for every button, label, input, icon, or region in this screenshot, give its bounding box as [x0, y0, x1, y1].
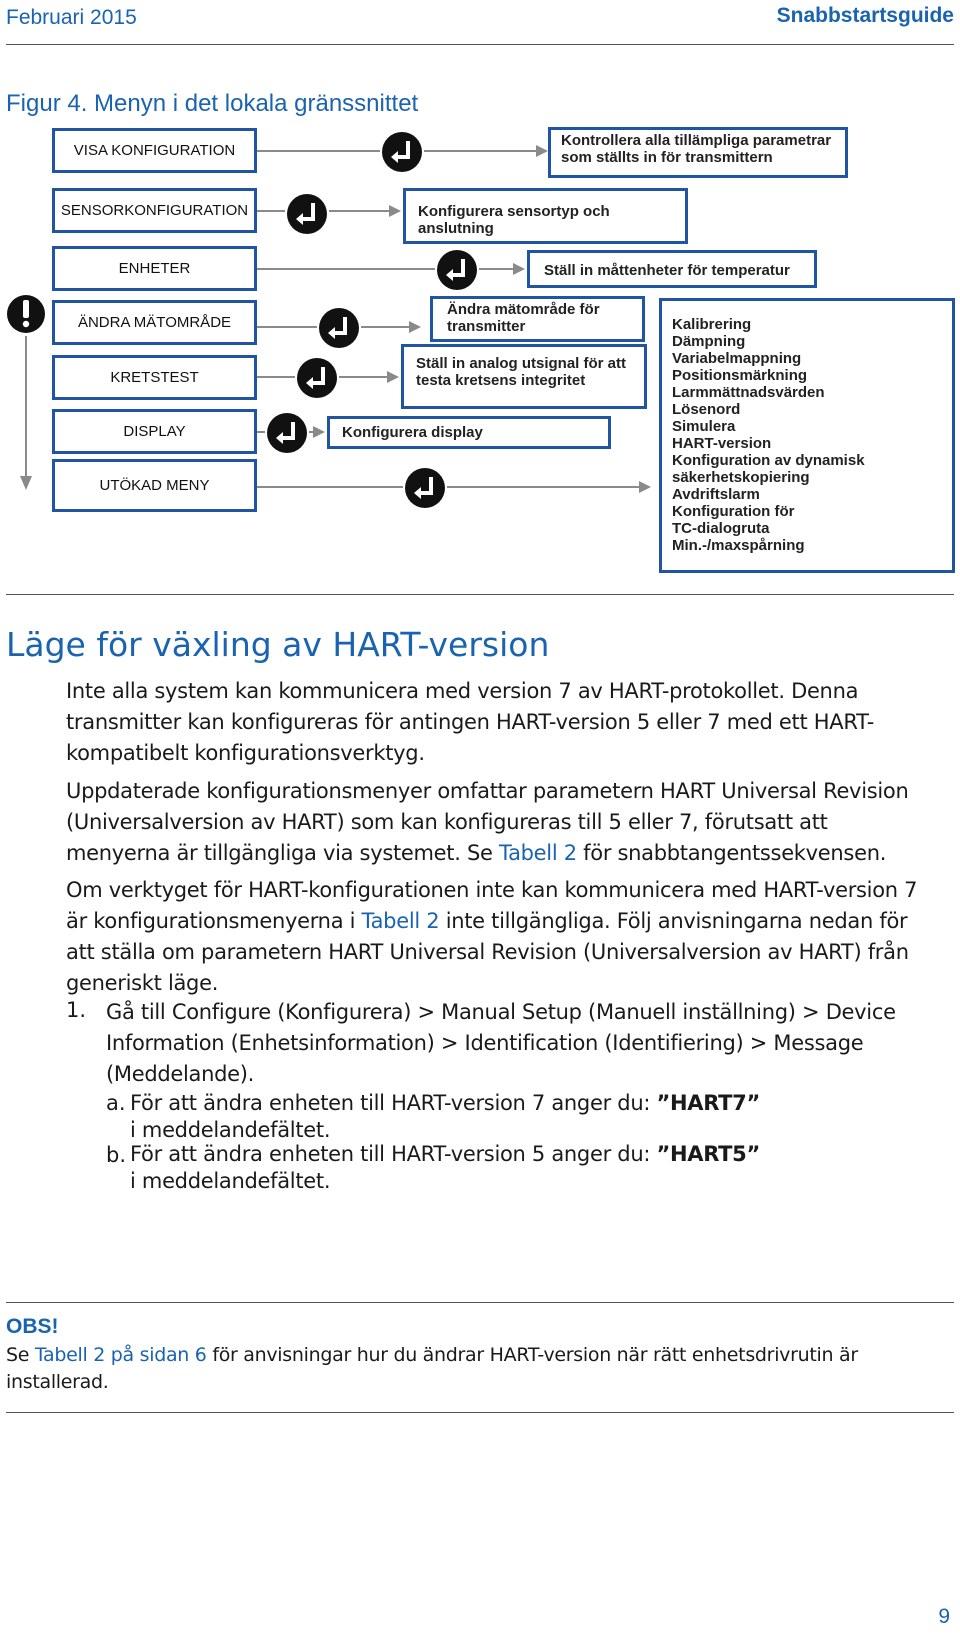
note-title: OBS! [6, 1315, 59, 1338]
connector-line [339, 376, 389, 378]
connector-line [447, 486, 641, 488]
list-item: Simulera [672, 418, 736, 435]
paragraph [66, 875, 936, 999]
section-heading: Läge för växling av HART-version [6, 625, 550, 664]
text: Se [6, 1344, 35, 1366]
text: för anvisningar hur du ändrar HART-version när rätt enhetsdrivrutin är installerad. [6, 1344, 858, 1393]
connector-line [257, 268, 435, 270]
text: inte tillgängliga. Följ anvisningarna nedan för att ställa om parametern HART Universal Revision (Universalversion av HART) från generiskt läge. [66, 909, 909, 995]
sub-step-letter: a. [106, 1091, 126, 1115]
list-item: Min.-/maxspårning [672, 537, 805, 554]
desc-line: Ställ in måttenheter för temperatur [544, 262, 790, 279]
menu-item-units[interactable]: ENHETER [52, 246, 257, 291]
enter-icon [265, 411, 309, 455]
connector-line [424, 150, 538, 152]
scroll-arrow-icon [4, 292, 48, 492]
list-item: Konfiguration för [672, 503, 795, 520]
sub-step-letter: b. [106, 1143, 127, 1167]
desc-review [548, 127, 848, 178]
menu-item-loop-test[interactable]: KRETSTEST [52, 355, 257, 400]
arrow-head [513, 263, 525, 275]
list-item: Avdriftslarm [672, 486, 760, 503]
menu-item-sensor-config[interactable]: SENSORKONFIGURATION [52, 188, 257, 233]
list-item: säkerhetskopiering [672, 469, 810, 486]
connector-line [257, 326, 317, 328]
note-divider-top [6, 1302, 954, 1303]
paragraph: Inte alla system kan kommunicera med version 7 av HART-protokollet. Denna transmitter kan konfigureras för antingen HART-version 5 eller 7 med ett HART-kompatibelt konfigurationsverktyg. [66, 679, 874, 765]
connector-line [257, 376, 295, 378]
note-divider-bottom [6, 1412, 954, 1413]
arrow-head [389, 205, 401, 217]
list-item: Positionsmärkning [672, 367, 808, 384]
step-number: 1. [66, 998, 87, 1022]
desc-line: Ändra mätområde för [447, 301, 600, 318]
page-number: 9 [938, 1605, 950, 1628]
sub-step-text [130, 1141, 920, 1195]
menu-item-review[interactable]: VISA KONFIGURATION [52, 128, 257, 173]
step-text: Gå till Configure (Konfigurera) > Manual Setup (Manuell inställning) > Device Information (Enhetsinformation) > Identification (Identifiering) > Message (Meddelande). [106, 1000, 896, 1086]
list-item: TC-dialogruta [672, 520, 770, 537]
desc-units [527, 250, 817, 288]
connector-line [329, 210, 391, 212]
connector-line [257, 431, 265, 433]
arrow-head [387, 371, 399, 383]
connector-line [361, 326, 411, 328]
list-item: Konfiguration av dynamisk [672, 452, 865, 469]
arrow-head [409, 321, 421, 333]
note-text [6, 1342, 946, 1396]
arrow-head [536, 145, 548, 157]
text: i meddelandefältet. [130, 1169, 331, 1193]
list-item: Dämpning [672, 333, 746, 350]
sub-step-text [130, 1090, 920, 1144]
text: För att ändra enheten till HART-version 5 anger du: [130, 1142, 657, 1166]
header-date: Februari 2015 [6, 6, 137, 29]
text: för snabbtangentssekvensen. [576, 841, 887, 865]
enter-icon [285, 192, 329, 236]
desc-line: Ställ in analog utsignal för att [416, 355, 627, 372]
connector-line [479, 268, 515, 270]
text: För att ändra enheten till HART-version 7 anger du: [130, 1091, 657, 1115]
enter-icon [403, 466, 447, 510]
extended-menu-list [659, 298, 955, 573]
connector-line [257, 210, 285, 212]
enter-icon [317, 306, 361, 350]
text: Om verktyget för HART-konfigurationen inte kan kommunicera med HART-version 7 är konfigurationsmenyerna i [66, 878, 918, 933]
list-item: HART-version [672, 435, 772, 452]
desc-sensor [403, 188, 688, 244]
arrow-head [313, 426, 325, 438]
hart-value: ”HART7” [656, 1091, 760, 1115]
desc-line: Konfigurera display [342, 424, 483, 441]
text: Uppdaterade konfigurationsmenyer omfattar parametern HART Universal Revision (Universalversion av HART) som kan konfigureras till 5 eller 7, förutsatt att menyerna är tillgängliga via systemet. Se [66, 779, 909, 865]
header-divider [6, 44, 954, 45]
enter-icon [435, 248, 479, 292]
menu-diagram [0, 120, 960, 610]
desc-line: transmitter [447, 318, 526, 335]
enter-icon [295, 356, 339, 400]
desc-rerange [430, 296, 645, 342]
list-item: Lösenord [672, 401, 741, 418]
hart-value: ”HART5” [656, 1142, 760, 1166]
desc-line: som ställts in för transmittern [561, 149, 773, 166]
table-link[interactable]: Tabell 2 [361, 909, 440, 933]
arrow-head [639, 481, 651, 493]
table-link[interactable]: Tabell 2 [499, 841, 577, 865]
menu-item-rerange[interactable]: ÄNDRA MÄTOMRÅDE [52, 300, 257, 345]
list-item: Larmmättnadsvärden [672, 384, 825, 401]
figure-title: Figur 4. Menyn i det lokala gränssnittet [6, 90, 419, 117]
desc-display [327, 416, 611, 449]
list-item: Kalibrering [672, 316, 752, 333]
menu-item-display[interactable]: DISPLAY [52, 409, 257, 454]
desc-line: anslutning [418, 220, 494, 237]
menu-item-extended-menu[interactable]: UTÖKAD MENY [52, 459, 257, 512]
desc-line: Kontrollera alla tillämpliga parametrar [561, 132, 832, 149]
table-link[interactable]: Tabell 2 på sidan 6 [34, 1344, 207, 1366]
connector-line [257, 150, 380, 152]
desc-line: Konfigurera sensortyp och [418, 203, 610, 220]
enter-icon [380, 130, 424, 174]
section-divider [6, 594, 954, 595]
list-item: Variabelmappning [672, 350, 802, 367]
paragraph [66, 776, 936, 869]
desc-loop-test [401, 344, 647, 409]
text: i meddelandefältet. [130, 1118, 331, 1142]
desc-line: testa kretsens integritet [416, 372, 586, 389]
connector-line [257, 486, 403, 488]
header-doc-type: Snabbstartsguide [776, 4, 954, 27]
